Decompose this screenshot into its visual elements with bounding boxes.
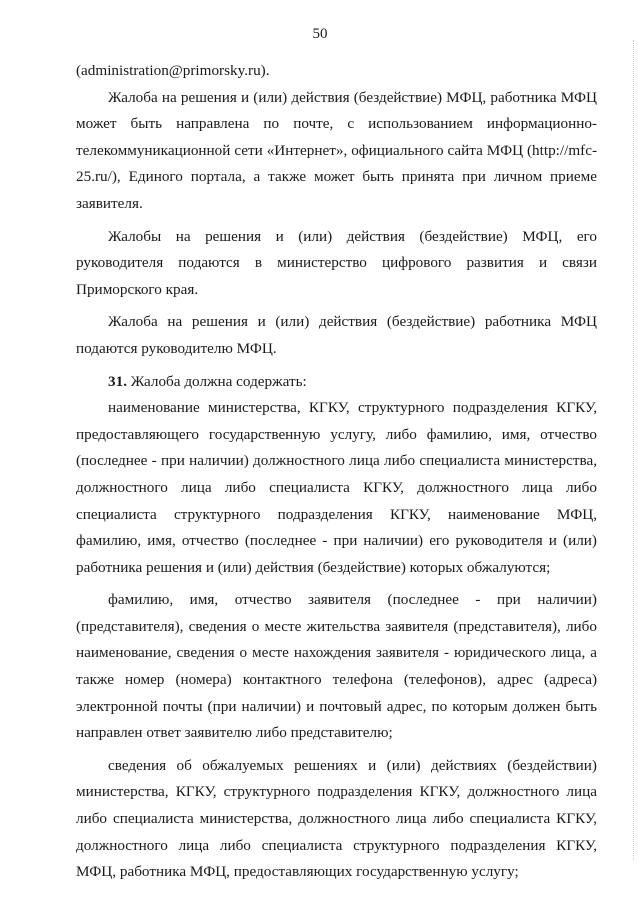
paragraph-text: Жалоба на решения и (или) действия (бездействие) МФЦ, работника МФЦ может быть направлена по почте, с использованием информационно-телекоммуникационной сети «Интернет», официального сайта МФЦ (http://mfc-25.ru/), Единого портала, а также может быть принята при личном приеме заявителя.	[76, 88, 597, 212]
paragraph-31-heading	[76, 369, 597, 396]
paragraph-text: Жалоба на решения и (или) действия (бездействие) работника МФЦ подаются руководителю МФЦ.	[76, 313, 597, 357]
paragraph-text: наименование министерства, КГКУ, структурного подразделения КГКУ, предоставляющего государственную услугу, либо фамилию, имя, отчество (последнее - при наличии) должностного лица либо специалиста министерства, должностного лица либо специалиста КГКУ, должностного лица либо специалиста структурного подразделения КГКУ, наименование МФЦ, фамилию, имя, отчество (последнее - при наличии) его руководителя и (или) работника решения и (или) действия (бездействие) которых обжалуются;	[76, 399, 597, 576]
scan-edge-marks	[631, 40, 634, 860]
page-number: 50	[312, 26, 328, 42]
paragraph-complaint-head	[76, 309, 597, 362]
paragraph-text: сведения об обжалуемых решениях и (или) действиях (бездействии) министерства, КГКУ, структурного подразделения КГКУ, должностного лица либо специалиста министерства, должностного лица либо специалиста КГКУ, должностного лица либо специалиста структурного подразделения КГКУ, МФЦ, работника МФЦ, предоставляющих государственную услугу;	[76, 756, 597, 881]
paragraph-complaint-channels	[76, 85, 597, 218]
paragraph-complaint-ministry	[76, 224, 597, 304]
paragraph-text: Жалобы на решения и (или) действия (бездействие) МФЦ, его руководителя подаются в министерство цифрового развития и связи Приморского края.	[76, 227, 597, 298]
paragraph-text: Жалоба должна содержать:	[126, 372, 307, 390]
paragraph-text: (administration@primorsky.ru).	[76, 62, 270, 79]
paragraph-text: фамилию, имя, отчество заявителя (последнее - при наличии) (представителя), сведения о месте жительства заявителя (представителя), либо наименование, сведения о месте нахождения заявителя - юридического лица, а также номер (номера) контактного телефона (телефонов), адрес (адреса) электронной почты (при наличии) и почтовый адрес, по которым должен быть направлен ответ заявителю либо представителю;	[76, 591, 597, 742]
paragraph-appealed-decisions	[76, 753, 597, 886]
paragraph-ministry-name	[76, 395, 597, 581]
document-body	[76, 58, 597, 892]
paragraph-number: 31.	[108, 372, 127, 390]
paragraph-applicant-details	[76, 587, 597, 747]
paragraph-email-continuation	[76, 58, 597, 85]
